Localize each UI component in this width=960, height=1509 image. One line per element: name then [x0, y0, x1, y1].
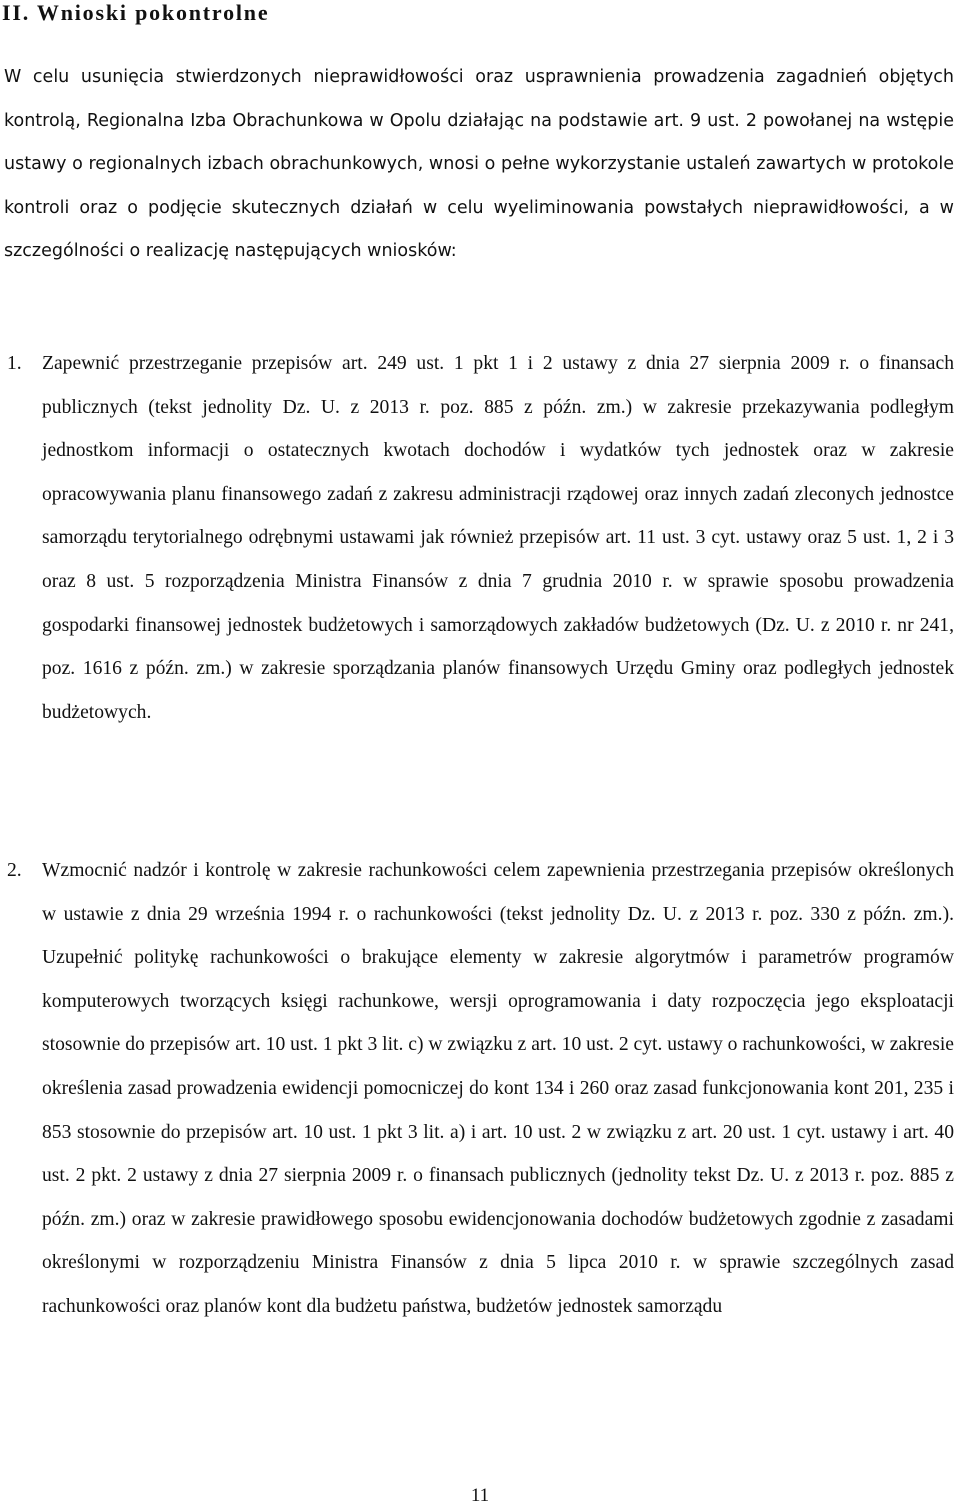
page-number: 11 [470, 1485, 490, 1506]
conclusion-text: Zapewnić przestrzeganie przepisów art. 249 ust. 1 pkt 1 i 2 ustawy z dnia 27 sierpnia 2009 r. o finansach publicznych (tekst jednolity Dz. U. z 2013 r. poz. 885 z późn. zm.) w zakresie przekazywania podległym jednostkom informacji o ostatecznych kwotach dochodów i wydatków tych jednostek oraz w zakresie opracowywania planu finansowego zadań z zakresu administracji rządowej oraz innych zadań zleconych jednostce samorządu terytorialnego odrębnymi ustawami jak również przepisów art. 11 ust. 3 cyt. ustawy oraz 5 ust. 1, 2 i 3 oraz 8 ust. 5 rozporządzenia Ministra Finansów z dnia 7 grudnia 2010 r. w sprawie sposobu prowadzenia gospodarki finansowej jednostek budżetowych i samorządowych zakładów budżetowych (Dz. U. z 2010 r. nr 241, poz. 1616 z późn. zm.) w zakresie sporządzania planów finansowych Urzędu Gminy oraz podległych jednostek budżetowych. [42, 353, 954, 723]
conclusion-text: Wzmocnić nadzór i kontrolę w zakresie rachunkowości celem zapewnienia przestrzegania przepisów określonych w ustawie z dnia 29 września 1994 r. o rachunkowości (tekst jednolity Dz. U. z 2013 r. poz. 330 z późn. zm.). Uzupełnić politykę rachunkowości o brakujące elementy w zakresie algorytmów i parametrów programów komputerowych tworzących księgi rachunkowe, wersji oprogramowania i daty rozpoczęcia jego eksploatacji stosownie do przepisów art. 10 ust. 1 pkt 3 lit. c) w związku z art. 10 ust. 2 cyt. ustawy o rachunkowości, w zakresie określenia zasad prowadzenia ewidencji pomocniczej do kont 134 i 260 oraz zasad funkcjonowania kont 201, 235 i 853 stosownie do przepisów art. 10 ust. 1 pkt 3 lit. a) i art. 10 ust. 2 w związku z art. 20 ust. 1 cyt. ustawy i art. 40 ust. 2 pkt. 2 ustawy z dnia 27 sierpnia 2009 r. o finansach publicznych (jednolity tekst Dz. U. z 2013 r. poz. 885 z późn. zm.) oraz w zakresie prawidłowego sposobu ewidencjonowania dochodów budżetowych zgodnie z zasadami określonymi w rozporządzeniu Ministra Finansów z dnia 5 lipca 2010 r. w sprawie szczególnych zasad rachunkowości oraz planów kont dla budżetu państwa, budżetów jednostek samorządu [42, 860, 954, 1317]
conclusion-number: 2. [7, 860, 22, 881]
intro-paragraph: W celu usunięcia stwierdzonych nieprawidłowości oraz usprawnienia prowadzenia zagadnień objętych kontrolą, Regionalna Izba Obrachunkowa w Opolu działając na podstawie art. 9 ust. 2 powołanej na wstępie ustawy o regionalnych izbach obrachunkowych, wnosi o pełne wykorzystanie ustaleń zawartych w protokole kontroli oraz o podjęcie skutecznych działań w celu wyeliminowania powstałych nieprawidłowości, a w szczególności o realizację następujących wniosków: [4, 67, 954, 262]
conclusion-number: 1. [7, 353, 22, 374]
section-heading: II. Wnioski pokontrolne [2, 0, 270, 25]
